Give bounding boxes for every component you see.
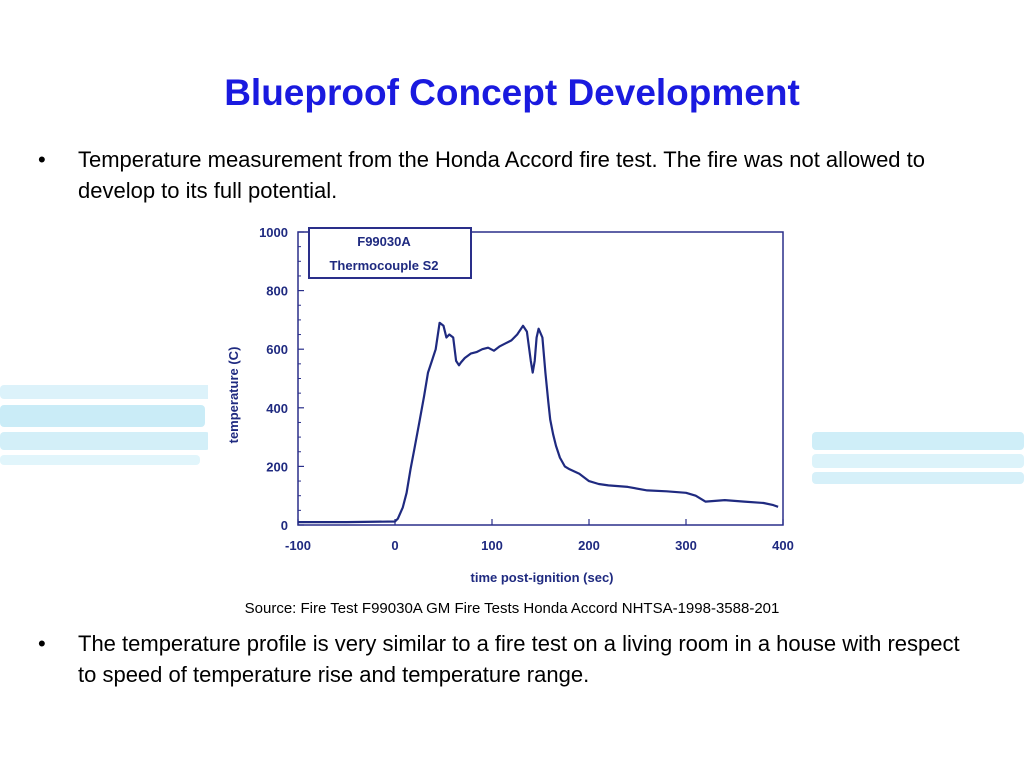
background-streak — [812, 454, 1024, 468]
temperature-chart — [208, 210, 812, 596]
background-streak — [812, 432, 1024, 450]
background-streak — [0, 385, 215, 399]
bullet-text: The temperature profile is very similar to a fire test on a living room in a house with respect to speed of temperature rise and temperature range. — [78, 631, 960, 687]
background-streak — [0, 405, 205, 427]
bullet-text: Temperature measurement from the Honda Accord fire test. The fire was not allowed to develop to its full potential. — [78, 147, 925, 203]
bullet-marker: • — [38, 147, 46, 172]
background-streak — [0, 455, 200, 465]
x-tick-label: 200 — [578, 538, 600, 553]
x-tick-label: 100 — [481, 538, 503, 553]
bullet-item — [38, 628, 978, 690]
x-tick-label: -100 — [284, 538, 312, 553]
legend-line-2: Thermocouple S2 — [329, 258, 439, 273]
x-axis-label: time post-ignition (sec) — [470, 570, 614, 585]
y-tick-label: 200 — [266, 459, 288, 475]
y-tick-label: 800 — [266, 283, 288, 299]
y-tick-label: 600 — [266, 342, 288, 358]
x-tick-label: 0 — [391, 538, 399, 553]
bullet-item — [38, 144, 978, 206]
x-tick-label: 400 — [772, 538, 794, 553]
chart-image — [208, 210, 812, 596]
legend-line-1: F99030A — [357, 234, 411, 249]
bullet-marker: • — [38, 631, 46, 656]
slide-title: Blueproof Concept Development — [224, 72, 800, 113]
x-tick-label: 300 — [675, 538, 697, 553]
y-tick-label: 0 — [280, 518, 288, 533]
y-axis-label: temperature (C) — [226, 346, 241, 444]
background-streak — [812, 472, 1024, 484]
y-tick-label: 1000 — [259, 225, 288, 240]
temperature-series-line — [298, 323, 778, 522]
source-caption: Source: Fire Test F99030A GM Fire Tests Honda Accord NHTSA-1998-3588-201 — [244, 600, 780, 617]
y-tick-label: 400 — [266, 400, 288, 416]
background-streak — [0, 432, 210, 450]
